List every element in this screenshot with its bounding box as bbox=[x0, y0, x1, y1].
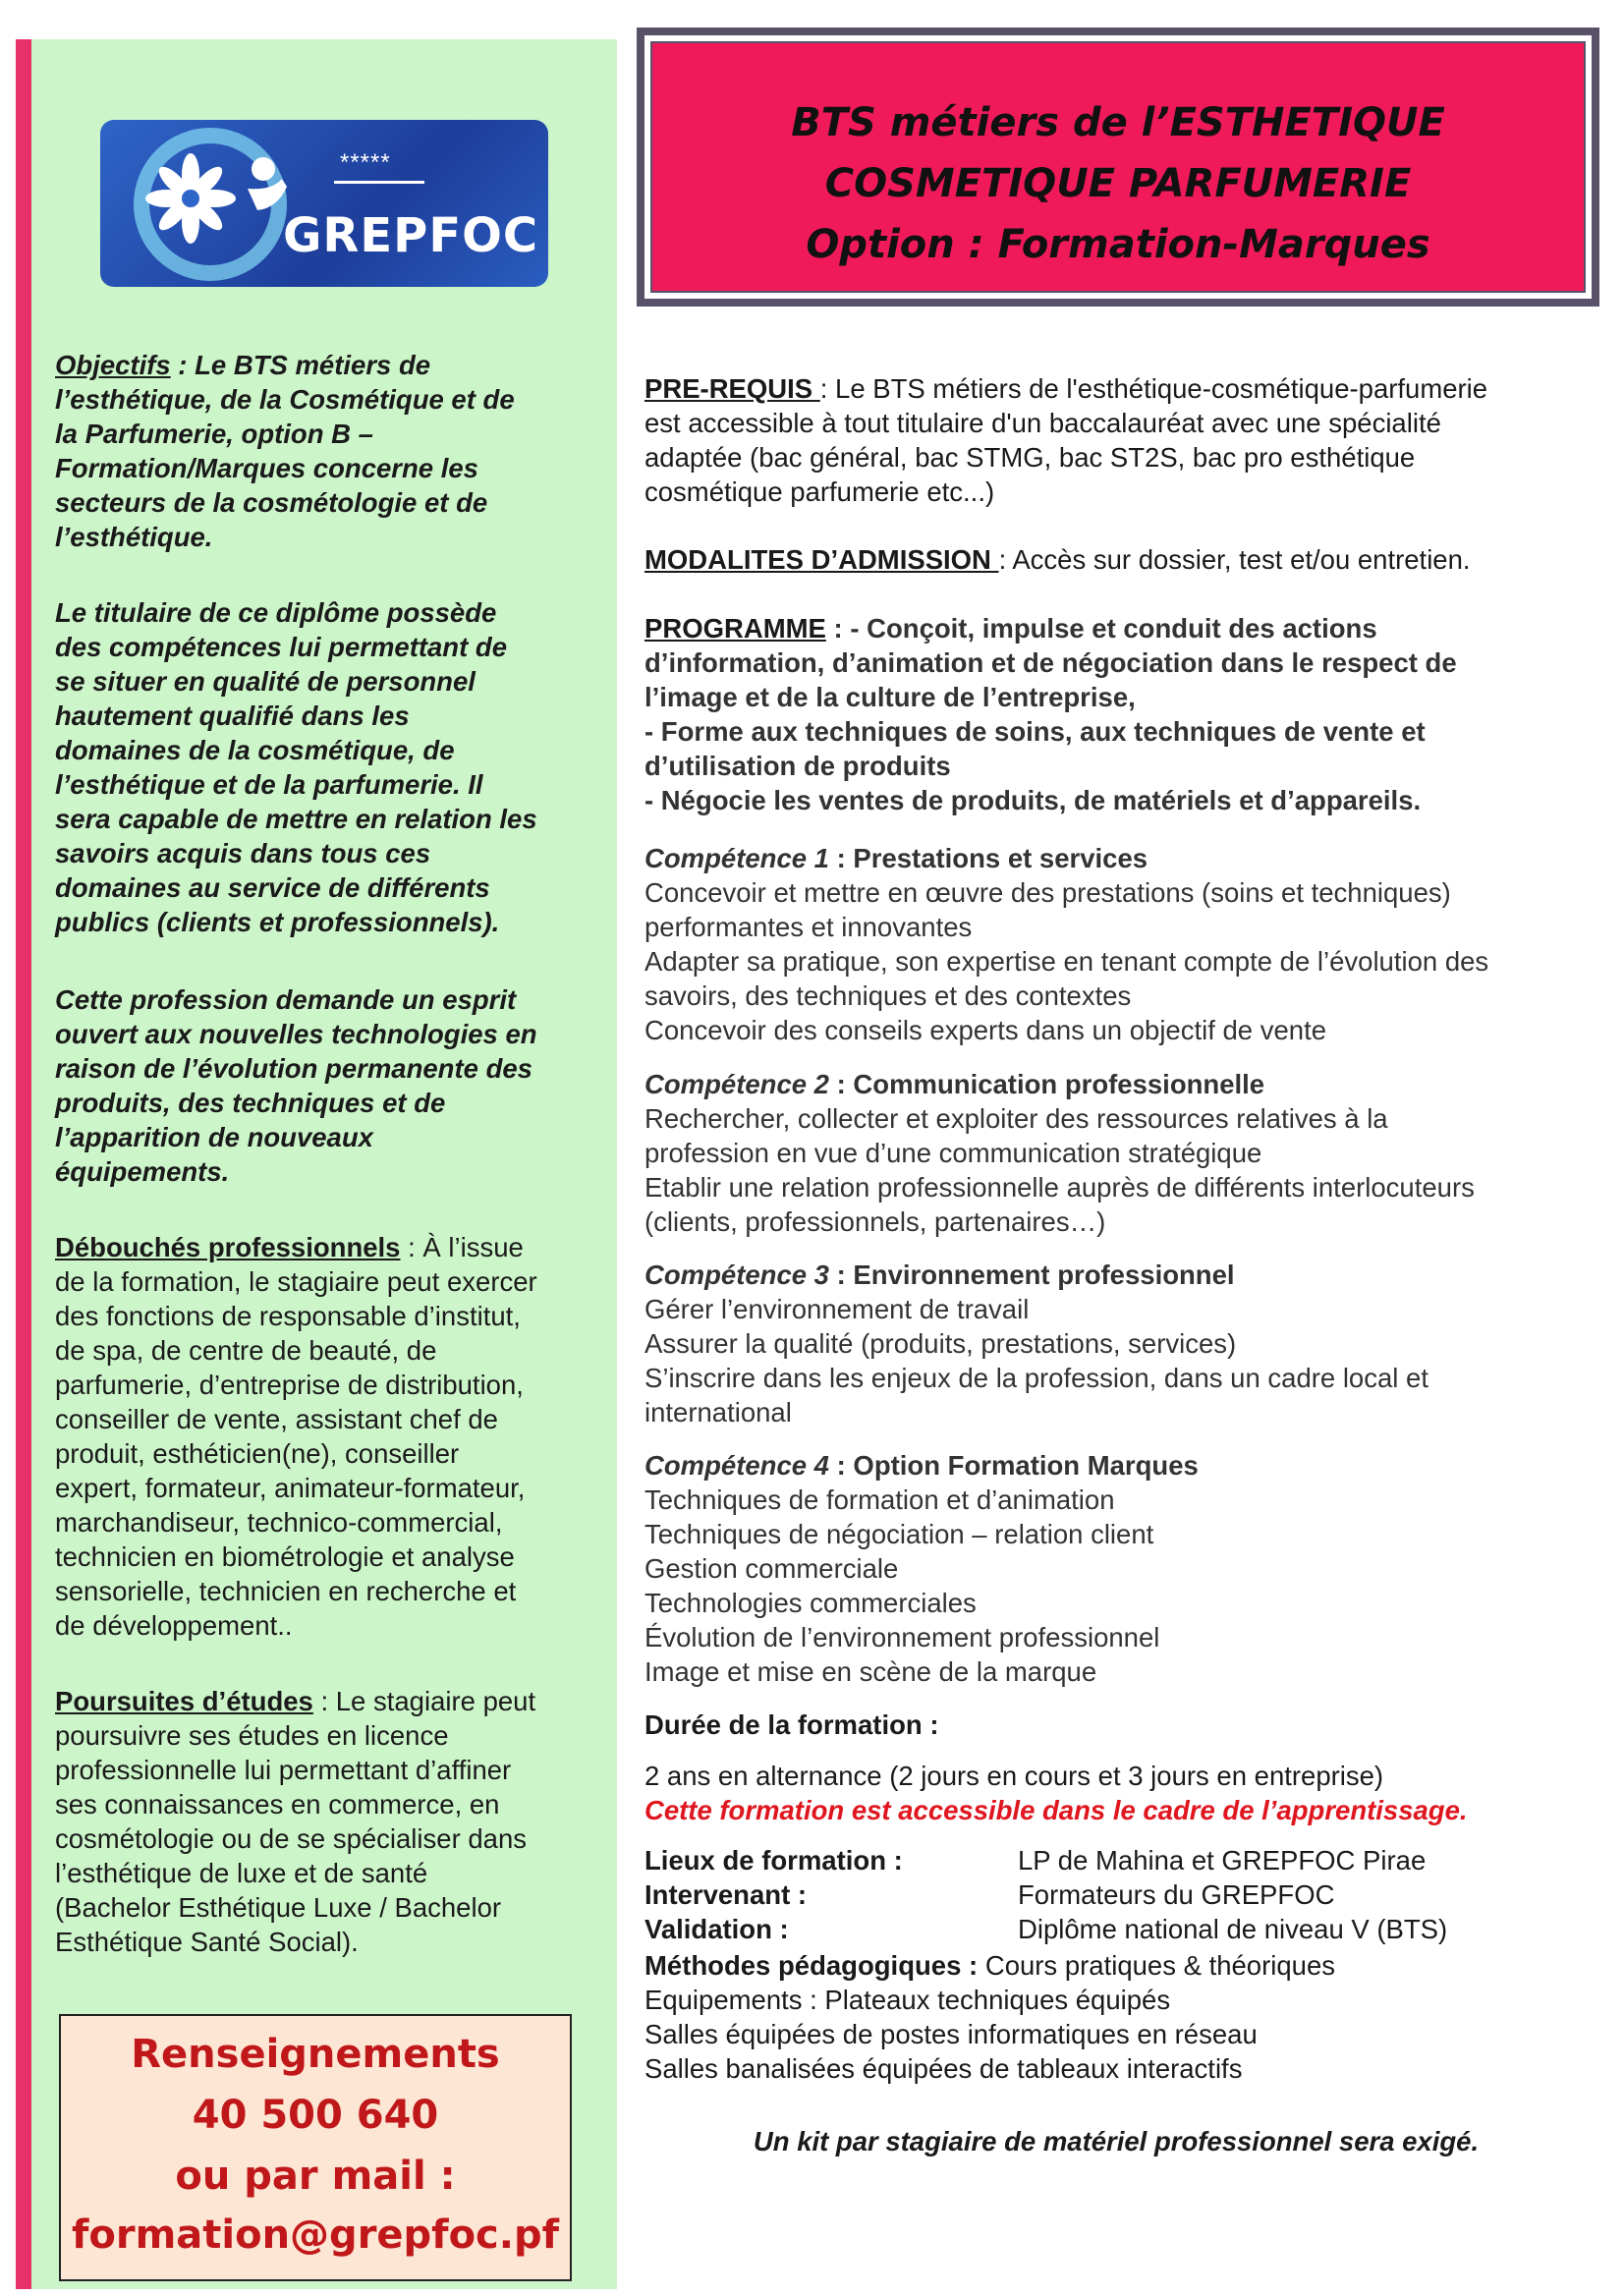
prerequis-line: cosmétique parfumerie etc...) bbox=[644, 476, 995, 507]
programme-line: d’information, d’animation et de négociation dans le respect de bbox=[644, 647, 1457, 678]
competence-line: Évolution de l’environnement professionnel bbox=[644, 1622, 1160, 1652]
equipement-line: Equipements : Plateaux techniques équipés bbox=[644, 1985, 1171, 2015]
competence-line: Etablir une relation professionnelle auprès de différents interlocuteurs bbox=[644, 1172, 1475, 1203]
competence-line: Image et mise en scène de la marque bbox=[644, 1656, 1097, 1687]
debouches-line: marchandiseur, technico-commercial, bbox=[55, 1507, 503, 1538]
programme-line-0: PROGRAMME : - Conçoit, impulse et conduit des actions bbox=[644, 613, 1377, 644]
programme-label: PROGRAMME bbox=[644, 613, 826, 644]
titulaire-line: domaines de la cosmétique, de bbox=[55, 735, 455, 765]
intervenant-label: Intervenant : bbox=[644, 1879, 808, 1910]
debouches-line: sensorielle, technicien en recherche et bbox=[55, 1576, 517, 1606]
debouches-line: technicien en biométrologie et analyse bbox=[55, 1541, 515, 1572]
competence-line: Techniques de formation et d’animation bbox=[644, 1484, 1115, 1515]
debouches-line-0: Débouchés professionnels : À l’issue bbox=[55, 1232, 524, 1262]
competence-heading: Compétence 4 : Option Formation Marques bbox=[644, 1450, 1199, 1481]
objectifs-line-1: l’esthétique, de la Cosmétique et de bbox=[55, 384, 515, 415]
objectifs-line-2: la Parfumerie, option B – bbox=[55, 419, 373, 449]
profession-line: équipements. bbox=[55, 1156, 230, 1187]
poursuites-line-0: Poursuites d’études : Le stagiaire peut bbox=[55, 1686, 536, 1716]
debouches-label: Débouchés professionnels bbox=[55, 1232, 401, 1262]
grepfoc-logo bbox=[100, 120, 548, 287]
competence-line: (clients, professionnels, partenaires…) bbox=[644, 1206, 1106, 1237]
competence-line: Adapter sa pratique, son expertise en tenant compte de l’évolution des bbox=[644, 946, 1489, 977]
competence-heading: Compétence 2 : Communication professionnelle bbox=[644, 1069, 1265, 1099]
prerequis-label: PRE-REQUIS bbox=[644, 373, 820, 404]
competence-line: savoirs, des techniques et des contextes bbox=[644, 980, 1132, 1011]
competence-line: Gestion commerciale bbox=[644, 1553, 899, 1584]
competence-heading: Compétence 3 : Environnement professionnel bbox=[644, 1260, 1235, 1290]
competence-2 bbox=[644, 1067, 1588, 1239]
titulaire-section bbox=[55, 595, 605, 939]
poursuites-label: Poursuites d’études bbox=[55, 1686, 313, 1716]
competence-line: profession en vue d’une communication stratégique bbox=[644, 1138, 1262, 1168]
methodes-row bbox=[644, 1948, 1588, 1983]
left-accent-bar bbox=[16, 39, 31, 2289]
logo-brand-text: GREPFOC bbox=[283, 208, 539, 263]
intervenant-value: Formateurs du GREPFOC bbox=[1018, 1879, 1335, 1910]
objectifs-label: Objectifs bbox=[55, 350, 171, 380]
modalites-section bbox=[644, 542, 1588, 577]
objectifs-line-5: l’esthétique. bbox=[55, 522, 213, 552]
objectifs-section bbox=[55, 348, 605, 554]
profession-line: produits, des techniques et de bbox=[55, 1088, 446, 1118]
poursuites-line: Esthétique Santé Social). bbox=[55, 1927, 359, 1957]
logo-stars: ***** bbox=[340, 149, 391, 176]
contact-box bbox=[59, 2014, 572, 2281]
title-banner bbox=[637, 28, 1599, 307]
programme-line: l’image et de la culture de l’entreprise, bbox=[644, 682, 1136, 712]
poursuites-section bbox=[55, 1684, 605, 1959]
poursuites-line: l’esthétique de luxe et de santé bbox=[55, 1858, 428, 1888]
objectifs-line-3: Formation/Marques concerne les bbox=[55, 453, 478, 483]
apprentissage-note: Cette formation est accessible dans le cadre de l’apprentissage. bbox=[644, 1795, 1468, 1825]
equipement-line: Salles banalisées équipées de tableaux interactifs bbox=[644, 2053, 1243, 2084]
competence-line: Assurer la qualité (produits, prestations, services) bbox=[644, 1328, 1237, 1359]
poursuites-line: (Bachelor Esthétique Luxe / Bachelor bbox=[55, 1892, 502, 1923]
debouches-line: de développement.. bbox=[55, 1610, 293, 1641]
prerequis-line: adaptée (bac général, bac STMG, bac ST2S, bac pro esthétique bbox=[644, 442, 1416, 473]
prerequis-section bbox=[644, 371, 1588, 509]
debouches-line: des fonctions de responsable d’institut, bbox=[55, 1301, 521, 1331]
competence-1 bbox=[644, 841, 1588, 1047]
profession-section bbox=[55, 982, 605, 1189]
kit-note: Un kit par stagiaire de matériel professionnel sera exigé. bbox=[753, 2126, 1480, 2156]
poursuites-line: cosmétologie ou de se spécialiser dans bbox=[55, 1823, 528, 1854]
competence-heading: Compétence 1 : Prestations et services bbox=[644, 843, 1148, 873]
debouches-line: parfumerie, d’entreprise de distribution, bbox=[55, 1370, 524, 1400]
equipements-list bbox=[644, 1983, 1588, 2086]
competence-line: international bbox=[644, 1397, 792, 1428]
prerequis-line: est accessible à tout titulaire d'un baccalauréat avec une spécialité bbox=[644, 408, 1441, 438]
competence-4 bbox=[644, 1448, 1588, 1689]
competence-line: Rechercher, collecter et exploiter des ressources relatives à la bbox=[644, 1103, 1388, 1134]
contact-heading: Renseignements bbox=[131, 2032, 500, 2077]
poursuites-line: poursuivre ses études en licence bbox=[55, 1720, 449, 1751]
profession-line: raison de l’évolution permanente des bbox=[55, 1053, 532, 1084]
debouches-line: expert, formateur, animateur-formateur, bbox=[55, 1473, 526, 1503]
equipement-line: Salles équipées de postes informatiques en réseau bbox=[644, 2019, 1258, 2049]
debouches-section bbox=[55, 1230, 605, 1643]
debouches-line: de la formation, le stagiaire peut exercer bbox=[55, 1266, 537, 1297]
debouches-line: conseiller de vente, assistant chef de bbox=[55, 1404, 498, 1434]
programme-line: - Négocie les ventes de produits, de matériels et d’appareils. bbox=[644, 785, 1422, 815]
duree-text: 2 ans en alternance (2 jours en cours et 3 jours en entreprise) bbox=[644, 1761, 1384, 1791]
titulaire-line: savoirs acquis dans tous ces bbox=[55, 838, 431, 868]
titulaire-line: sera capable de mettre en relation les bbox=[55, 804, 537, 834]
duree-label: Durée de la formation : bbox=[644, 1709, 939, 1740]
profession-line: Cette profession demande un esprit bbox=[55, 984, 517, 1015]
page-title-line-1: BTS métiers de l’ESTHETIQUE bbox=[791, 100, 1445, 145]
titulaire-line: publics (clients et professionnels). bbox=[55, 907, 500, 937]
validation-label: Validation : bbox=[644, 1914, 789, 1944]
poursuites-line: ses connaissances en commerce, en bbox=[55, 1789, 500, 1820]
debouches-line: de spa, de centre de beauté, de bbox=[55, 1335, 437, 1366]
debouches-line: produit, esthéticien(ne), conseiller bbox=[55, 1438, 460, 1469]
programme-line: - Forme aux techniques de soins, aux techniques de vente et bbox=[644, 716, 1426, 747]
programme-line: d’utilisation de produits bbox=[644, 751, 951, 781]
modalites-label: MODALITES D’ADMISSION bbox=[644, 544, 999, 575]
poursuites-line: professionnelle lui permettant d’affiner bbox=[55, 1755, 512, 1785]
titulaire-line: Le titulaire de ce diplôme possède bbox=[55, 597, 497, 628]
page-title-line-2: COSMETIQUE PARFUMERIE bbox=[824, 161, 1412, 206]
programme-section bbox=[644, 611, 1588, 817]
competence-3 bbox=[644, 1258, 1588, 1429]
objectifs-line-4: secteurs de la cosmétologie et de bbox=[55, 487, 488, 518]
competence-line: performantes et innovantes bbox=[644, 912, 973, 942]
competence-line: Concevoir et mettre en œuvre des prestations (soins et techniques) bbox=[644, 877, 1451, 908]
contact-email[interactable]: formation@grepfoc.pf bbox=[71, 2212, 559, 2258]
competence-line: Gérer l’environnement de travail bbox=[644, 1294, 1030, 1324]
profession-line: l’apparition de nouveaux bbox=[55, 1122, 373, 1152]
methodes-value: Cours pratiques & théoriques bbox=[978, 1950, 1335, 1981]
profession-line: ouvert aux nouvelles technologies en bbox=[55, 1019, 537, 1049]
competence-line: Concevoir des conseils experts dans un objectif de vente bbox=[644, 1015, 1327, 1045]
competence-line: Techniques de négociation – relation client bbox=[644, 1519, 1154, 1549]
titulaire-line: hautement qualifié dans les bbox=[55, 700, 410, 731]
titulaire-line: se situer en qualité de personnel bbox=[55, 666, 476, 697]
contact-phone: 40 500 640 bbox=[192, 2093, 439, 2138]
contact-mail-label: ou par mail : bbox=[175, 2154, 456, 2199]
page-title-line-3: Option : Formation-Marques bbox=[806, 222, 1430, 267]
lieux-value: LP de Mahina et GREPFOC Pirae bbox=[1018, 1845, 1427, 1876]
methodes-label: Méthodes pédagogiques : bbox=[644, 1950, 979, 1981]
titulaire-line: l’esthétique et de la parfumerie. Il bbox=[55, 769, 483, 800]
competence-line: Technologies commerciales bbox=[644, 1588, 977, 1618]
prerequis-line-0: PRE-REQUIS : Le BTS métiers de l'esthétique-cosmétique-parfumerie bbox=[644, 373, 1488, 404]
lieux-label: Lieux de formation : bbox=[644, 1845, 903, 1876]
competence-line: S’inscrire dans les enjeux de la profession, dans un cadre local et bbox=[644, 1363, 1428, 1393]
titulaire-line: des compétences lui permettant de bbox=[55, 632, 507, 662]
objectifs-line-0: Objectifs : Le BTS métiers de bbox=[55, 350, 431, 380]
validation-value: Diplôme national de niveau V (BTS) bbox=[1018, 1914, 1448, 1944]
titulaire-line: domaines au service de différents bbox=[55, 872, 490, 903]
modalites-text: : Accès sur dossier, test et/ou entretien. bbox=[998, 544, 1471, 575]
